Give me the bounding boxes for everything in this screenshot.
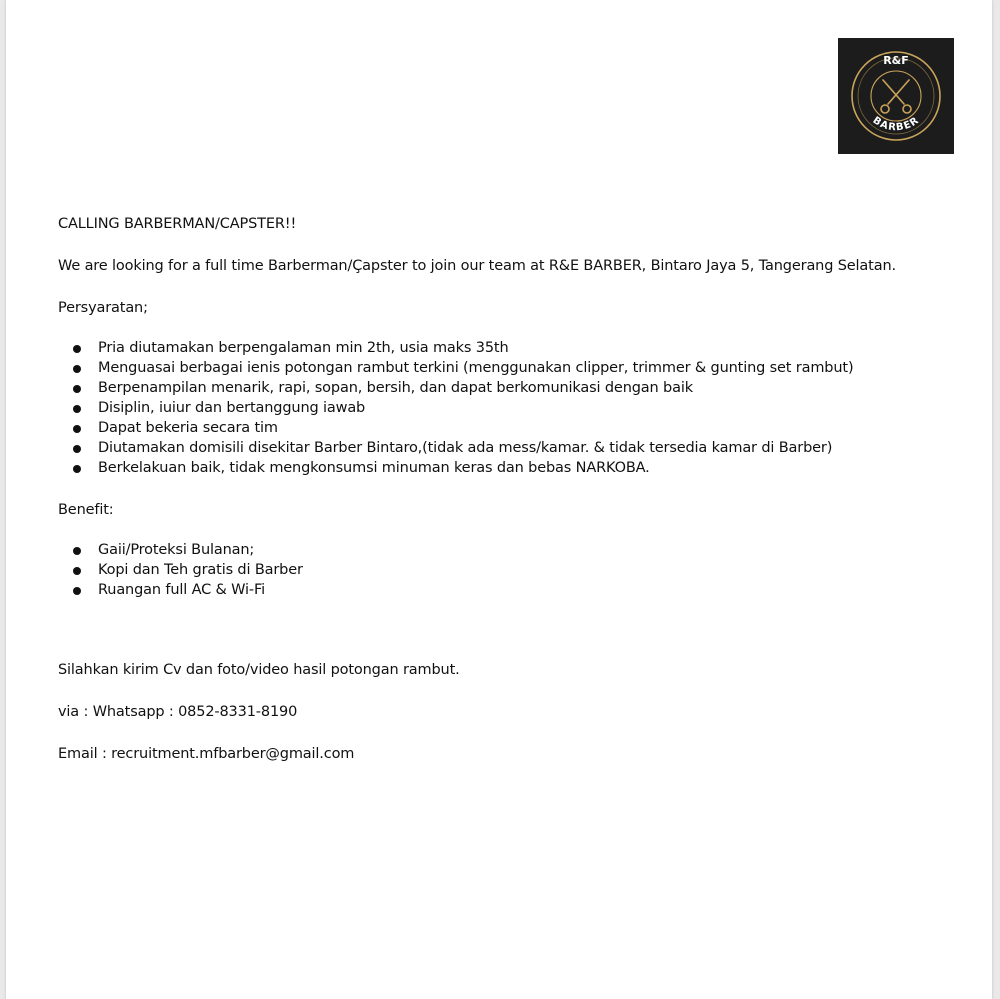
list-item: Disiplin, iuiur dan bertanggung iawab <box>58 398 958 418</box>
document-page <box>6 0 992 999</box>
logo-emblem <box>838 38 954 154</box>
benefit-label: Benefit: <box>58 502 114 518</box>
bullet-icon <box>73 587 81 595</box>
bullet-icon <box>73 405 81 413</box>
benefit-list <box>58 540 958 600</box>
job-posting <box>58 214 958 764</box>
list-item: Ruangan full AC & Wi-Fi <box>58 580 958 600</box>
logo-bottom-text: BARBER <box>870 114 922 134</box>
requirements-list <box>58 338 958 478</box>
bullet-icon <box>73 385 81 393</box>
bullet-icon <box>73 445 81 453</box>
list-item: Kopi dan Teh gratis di Barber <box>58 560 958 580</box>
barber-logo <box>838 38 954 154</box>
list-item: Berpenampilan menarik, rapi, sopan, bersih, dan dapat berkomunikasi dengan baik <box>58 378 958 398</box>
bullet-icon <box>73 465 81 473</box>
bullet-icon <box>73 567 81 575</box>
list-item: Menguasai berbagai ienis potongan rambut terkini (menggunakan clipper, trimmer & gunting set rambut) <box>58 358 958 378</box>
bullet-icon <box>73 365 81 373</box>
page-title: CALLING BARBERMAN/CAPSTER!! <box>58 216 297 232</box>
scissors-icon <box>881 80 911 113</box>
list-item: Pria diutamakan berpengalaman min 2th, usia maks 35th <box>58 338 958 358</box>
bullet-icon <box>73 345 81 353</box>
list-item: Berkelakuan baik, tidak mengkonsumsi minuman keras dan bebas NARKOBA. <box>58 458 958 478</box>
logo-top-text: R&F <box>883 54 909 67</box>
whatsapp-contact: via : Whatsapp : 0852-8331-8190 <box>58 704 298 720</box>
list-item: Gaii/Proteksi Bulanan; <box>58 540 958 560</box>
bullet-icon <box>73 425 81 433</box>
email-contact: Email : recruitment.mfbarber@gmail.com <box>58 746 355 762</box>
list-item: Diutamakan domisili disekitar Barber Bintaro,(tidak ada mess/kamar. & tidak tersedia kamar di Barber) <box>58 438 958 458</box>
requirements-label: Persyaratan; <box>58 300 148 316</box>
call-to-action: Silahkan kirim Cv dan foto/video hasil potongan rambut. <box>58 662 460 678</box>
intro-paragraph: We are looking for a full time Barberman/Çapster to join our team at R&E BARBER, Bintaro Jaya 5, Tangerang Selatan. <box>58 258 896 274</box>
bullet-icon <box>73 547 81 555</box>
list-item: Dapat bekeria secara tim <box>58 418 958 438</box>
